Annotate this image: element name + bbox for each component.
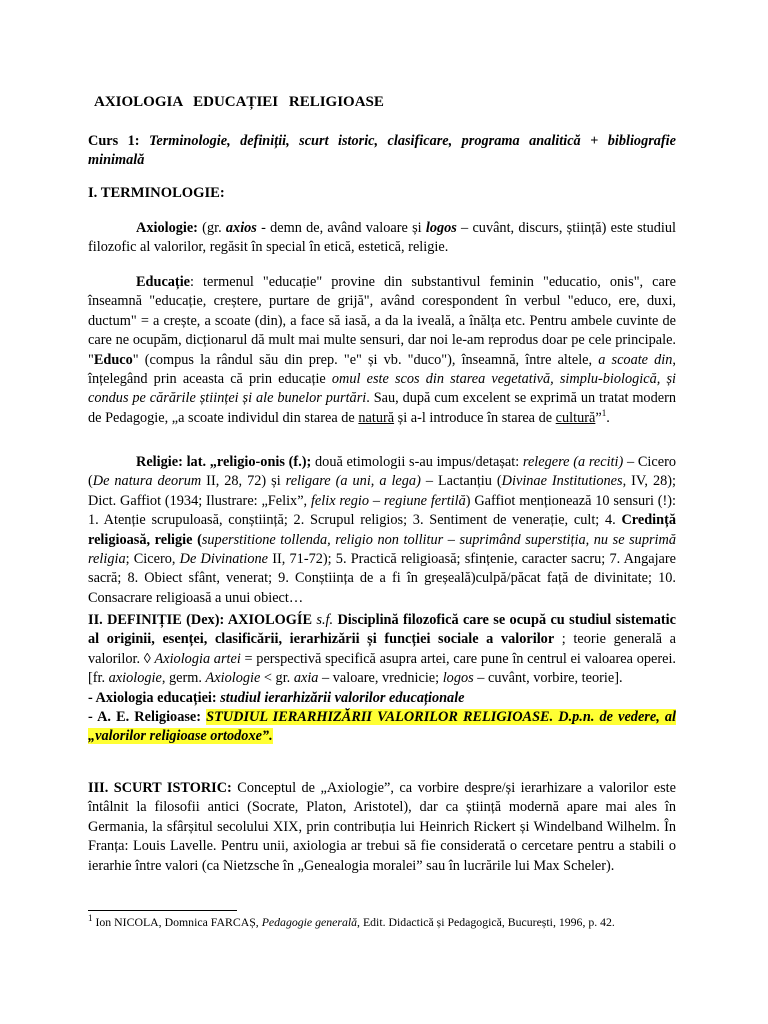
term-logos: logos [425, 220, 457, 236]
bold-span: Credință religioasă, religie ( [88, 512, 676, 548]
footnote-separator [88, 910, 237, 911]
text-span: : termenul "educație" provine din substantivul feminin "educatio, onis", care înseamnă "educație, creștere, purtare de grijă", având corespondent în verbul "educo, ere, duxi, ductum" = a crește, a scoate (din), a face să iasă, a da la iveală, a înălța etc. Pentru ambele cuvinte de care ne ocupăm, dicționarul dă mult mai multe sensuri, dar noi le-am reprodus doar pe cele principale. " [88, 274, 676, 368]
footnote [88, 915, 615, 930]
bold-italic-span: studiul ierarhizării valorilor educaționale [220, 689, 465, 706]
course-label: Curs 1: [88, 133, 140, 149]
text-span: . [606, 409, 610, 426]
footnote-number: 1 [88, 913, 93, 924]
text-span: , înțelegând prin aceasta că prin educație [88, 351, 676, 388]
section-definitie [88, 611, 676, 747]
text-span: Conceptul de „Axiologie”, ca vorbire despre/și ierarhizare a valorilor este întâlnit la filosofii antici (Socrate, Platon, Aristotel), dar ca știință modernă apare mai ales în Germania, la sfârșitul secolului XIX, prin contribuția lui Heinrich Rickert și Windelband Wilhelm. În Franța: Louis Lavelle. Pentru unii, axiologia ar trebui să fie considerată o cercetare pentru a stabili o ierarhie între valori (ca Nietzsche în „Genealogia moralei” sau în lucrările lui Max Scheler). [88, 780, 676, 874]
italic-span: Divinae Institutiones [501, 473, 623, 490]
text-span: (gr. [197, 220, 226, 236]
section-scurt-istoric [88, 779, 676, 876]
italic-span: De Divinatione [179, 551, 269, 568]
text-span: – Lactanțiu ( [420, 473, 502, 490]
text-span: - demn de, având valoare și [256, 220, 426, 236]
italic-span: Axiologia artei [154, 650, 241, 667]
text-span: II, 71-72); 5. Practică religioasă; sfințenie, caracter sacru; 7. Angajare sacră; 8. Obiect sfânt, venerat; 9. Conștiința de a fi în greșeală)culpă/păcat față de divinitate; 10. Consacrare religioasă a unui obiect… [88, 551, 676, 606]
term-educo: Educo [93, 351, 133, 368]
section-heading-terminologie: I. TERMINOLOGIE: [88, 185, 225, 201]
paragraph-axiologie [88, 219, 676, 258]
text-span: două etimologii s-au impus/detașat: [311, 454, 523, 470]
text-span: – Cicero ( [88, 454, 676, 490]
italic-span: relegere (a reciti) [522, 454, 624, 470]
text-span: – valoare, vrednicie; [318, 670, 443, 687]
text-span: = perspectivă specifică asupra artei, care pune în centrul ei valoarea operei. [fr. [88, 650, 676, 687]
italic-span: a scoate din [598, 351, 673, 368]
underlined-span: cultură [555, 409, 596, 426]
text-span: " (compus la rândul său din prep. "e" și vb. "duco"), înseamnă, între altele, [132, 351, 599, 368]
definition-bold: Disciplină filozofică care se ocupă cu studiul sistematic al originii, esenței, clasificării, ierarhizării și funcției sociale a valorilor [88, 612, 676, 648]
text-span: , Edit. Didactică și Pedagogică, București, 1996, p. 42. [357, 915, 615, 929]
text-span: – cuvânt, vorbire, teorie]. [473, 670, 623, 687]
text-span: și a-l introduce în starea de [394, 409, 556, 426]
term-religie: Religie: lat. „religio-onis (f.); [136, 454, 312, 470]
underlined-span: natură [358, 409, 395, 426]
italic-span: Pedagogie generală [261, 915, 358, 929]
bold-span: - A. E. Religioase: [88, 709, 207, 726]
bold-span: - Axiologia educației: [88, 689, 221, 706]
ae-religioase-line [88, 708, 676, 747]
italic-span: omul este scos din starea vegetativă, simplu-biologică, și condus pe cărările științei și ale bunelor purtări [88, 371, 676, 407]
italic-span: De natura deorum [92, 473, 202, 490]
italic-span: logos [442, 670, 474, 687]
text-span: – cuvânt, discurs, știință) este studiul filozofic al valorilor, regăsit în special în etică, estetică, religie. [88, 220, 676, 256]
text-span: II, 28, 72) și [201, 473, 286, 490]
section-heading-istoric: III. SCURT ISTORIC: [88, 780, 232, 796]
highlighted-text: STUDIUL IERARHIZĂRII VALORILOR RELIGIOASE. D.p.n. de vedere, al „valorilor religioase ortodoxe”. [88, 709, 677, 745]
text-span: ” [595, 409, 602, 426]
section-heading-definitie: II. DEFINIȚIE (Dex): AXIOLOGÍE [88, 612, 317, 628]
document-title: AXIOLOGIA EDUCAȚIEI RELIGIOASE [94, 94, 384, 110]
italic-span: superstitione tollenda, religio non tollitur – suprimând superstiția, nu se suprimă religia [88, 531, 676, 568]
text-span: < gr. [260, 670, 294, 687]
italic-span: Axiologie [205, 670, 261, 687]
text-span: Ion NICOLA, Domnica FARCAȘ, [92, 915, 262, 929]
definition-paragraph [88, 611, 676, 689]
text-span: ) Gaffiot menționează 10 sensuri (!): 1. Atenție scrupuloasă, conștiință; 2. Scrupul religios; 3. Sentiment de venerație, cult; 4. [88, 492, 676, 529]
term-axiologie: Axiologie: [136, 220, 198, 236]
term-axios: axios [225, 220, 257, 236]
text-span: , IV, 28); Dict. Gaffiot (1934; Ilustrare: „Felix”, [88, 473, 676, 509]
italic-span: axia [293, 670, 319, 687]
italic-span: axiologie [108, 670, 162, 687]
text-span: . Sau, după cum excelent se exprimă un tratat modern de Pedagogie, „a scoate individul din starea de [88, 390, 676, 426]
italic-span: felix regio – regiune fertilă [310, 492, 466, 509]
text-span: , germ. [161, 670, 206, 687]
paragraph-educatie [88, 273, 676, 428]
text-span: ; teorie generală a valorilor. ◊ [88, 631, 676, 667]
paragraph-religie [88, 453, 676, 608]
italic-span: religare (a uni, a lega) [285, 473, 421, 490]
course-topics: Terminologie, definiții, scurt istoric, clasificare, programa analitică + bibliografie minimală [88, 133, 677, 169]
text-span: ; Cicero, [125, 551, 180, 568]
grammar-tag: s.f. [316, 612, 334, 628]
course-subtitle [88, 132, 676, 171]
term-educatie: Educație [136, 274, 191, 290]
axiologia-educatiei-line [88, 689, 676, 708]
footnote-ref: 1 [601, 408, 607, 419]
